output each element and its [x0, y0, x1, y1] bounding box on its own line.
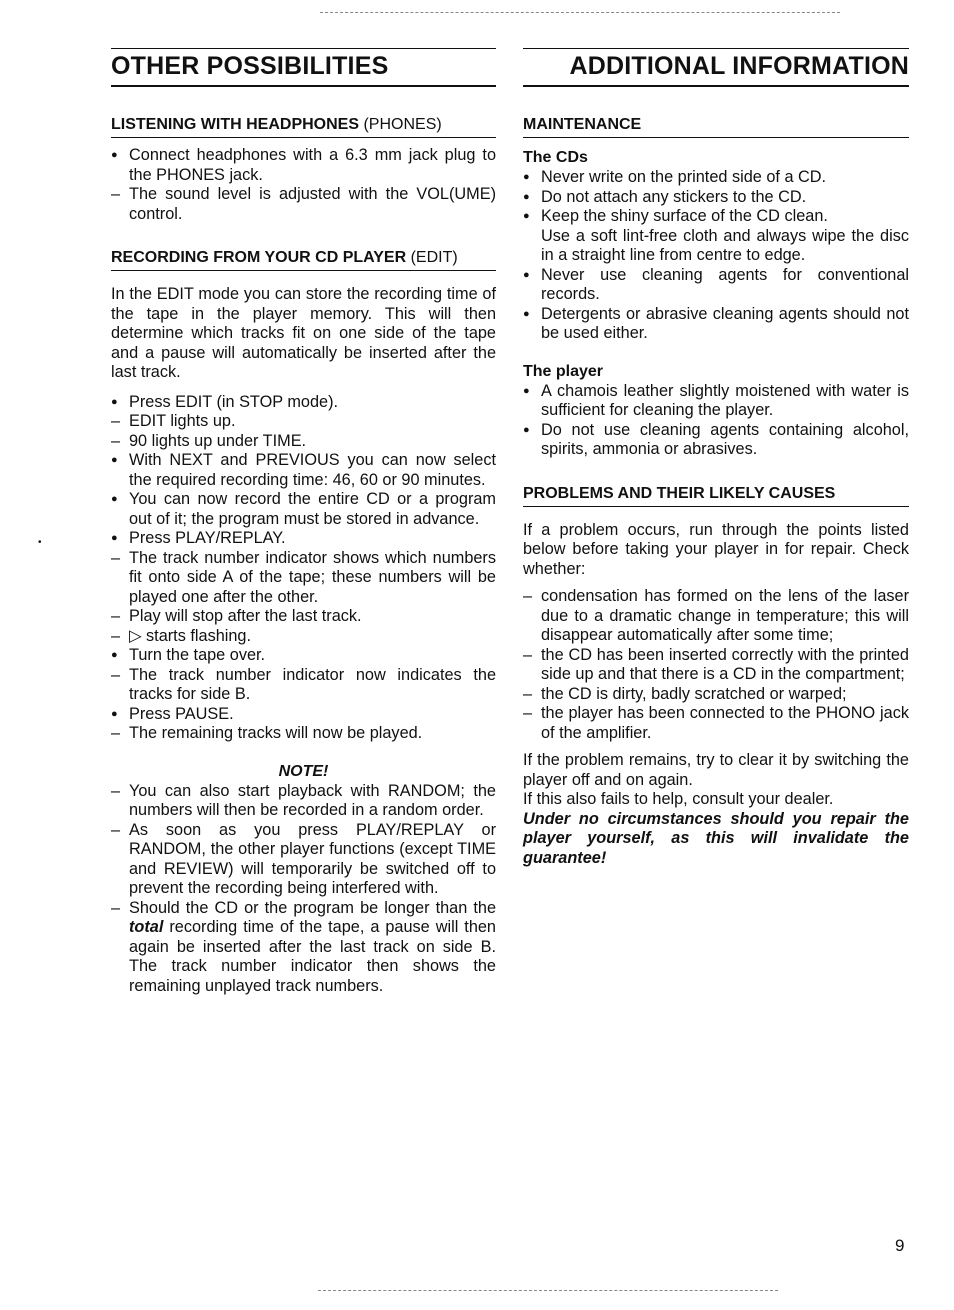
note-item: – You can also start playback with RANDOM; the numbers will then be recorded in a random order. [111, 782, 496, 821]
top-scan-mark [320, 12, 840, 13]
problems-remains: If the problem remains, try to clear it by switching the player off and on again. [523, 751, 909, 789]
list-item: ● Press PAUSE. [111, 705, 496, 725]
left-column [111, 48, 496, 996]
list-item: ● Never use cleaning agents for conventional records. [523, 266, 909, 305]
list-item: ● You can now record the entire CD or a program out of it; the program must be stored in advance. [111, 490, 496, 529]
heading-problems: PROBLEMS AND THEIR LIKELY CAUSES [523, 484, 909, 507]
list-item: ● Detergents or abrasive cleaning agents should not be used either. [523, 305, 909, 344]
repair-warning: Under no circumstances should you repair the player yourself, as this will invalidate the guarantee! [523, 809, 909, 867]
section-title-additional-information: ADDITIONAL INFORMATION [523, 48, 909, 87]
list-item: ● Do not use cleaning agents containing alcohol, spirits, ammonia or abrasives. [523, 421, 909, 460]
list-item: ● Do not attach any stickers to the CD. [523, 188, 909, 208]
heading-headphones-text: LISTENING WITH HEADPHONES [111, 116, 360, 133]
list-item: – condensation has formed on the lens of the laser due to a dramatic change in temperature; this will disappear automatically after some time; [523, 587, 909, 646]
section-title-other-possibilities: OTHER POSSIBILITIES [111, 48, 496, 87]
heading-recording [111, 248, 496, 271]
recording-intro: In the EDIT mode you can store the recording time of the tape in the player memory. This will then determine which tracks fit on one side of the tape and a pause will automatically be inserted after the last track. [111, 285, 496, 381]
list-item: – 90 lights up under TIME. [111, 432, 496, 452]
list-item: ● Turn the tape over. [111, 646, 496, 666]
problems-intro: If a problem occurs, run through the points listed below before taking your player in for repair. Check whether: [523, 520, 909, 578]
list-item: – The track number indicator now indicates the tracks for side B. [111, 666, 496, 705]
list-item: – the player has been connected to the PHONO jack of the amplifier. [523, 704, 909, 743]
headphones-list [111, 146, 496, 224]
heading-maintenance: MAINTENANCE [523, 115, 909, 138]
list-item: ● Connect headphones with a 6.3 mm jack plug to the PHONES jack. [111, 146, 496, 185]
bottom-scan-mark [318, 1290, 778, 1291]
note-item [111, 899, 496, 997]
list-item: ● Press EDIT (in STOP mode). [111, 393, 496, 413]
list-item: ● With NEXT and PREVIOUS you can now select the required recording time: 46, 60 or 90 minutes. [111, 451, 496, 490]
list-item: ● A chamois leather slightly moistened with water is sufficient for cleaning the player. [523, 382, 909, 421]
player-list [523, 382, 909, 460]
list-item: Use a soft lint-free cloth and always wipe the disc in a straight line from centre to edge. [541, 226, 909, 264]
list-item: ● Never write on the printed side of a CD. [523, 168, 909, 188]
note-item: – As soon as you press PLAY/REPLAY or RANDOM, the other player functions (except TIME and REVIEW) will temporarily be switched off to prevent the recording being interfered with. [111, 821, 496, 899]
page-number: 9 [895, 1236, 905, 1255]
list-item: – Play will stop after the last track. [111, 607, 496, 627]
list-item: – EDIT lights up. [111, 412, 496, 432]
recording-steps-list [111, 393, 496, 744]
note-title: NOTE! [278, 762, 329, 780]
subheading-player: The player [523, 362, 604, 380]
list-item: – ▷ starts flashing. [111, 627, 496, 647]
list-item: – The sound level is adjusted with the VOL(UME) control. [111, 185, 496, 224]
heading-recording-extra: (EDIT) [410, 249, 458, 266]
subheading-cds: The CDs [523, 149, 588, 166]
list-item: ● Press PLAY/REPLAY. [111, 529, 496, 549]
problems-list [523, 587, 909, 743]
list-item: – the CD has been inserted correctly with the printed side up and that there is a CD in the compartment; [523, 646, 909, 685]
stray-dot: • [38, 537, 42, 548]
problems-dealer: If this also fails to help, consult your dealer. [523, 790, 834, 808]
heading-recording-text: RECORDING FROM YOUR CD PLAYER [111, 249, 407, 266]
cds-list [523, 168, 909, 344]
right-column [523, 48, 909, 868]
list-item: – the CD is dirty, badly scratched or warped; [523, 685, 909, 705]
list-item: ● Keep the shiny surface of the CD clean. [523, 207, 909, 227]
list-item: – The track number indicator shows which numbers fit onto side A of the tape; these numbers will be played one after the other. [111, 549, 496, 608]
note3-text-a: Should the CD or the program be longer than the [129, 898, 496, 917]
heading-headphones-extra: (PHONES) [363, 116, 442, 133]
list-item: – The remaining tracks will now be played. [111, 724, 496, 744]
heading-headphones [111, 115, 496, 138]
note-list [111, 782, 496, 997]
note3-emphasis: total [129, 918, 164, 936]
note3-text-b: recording time of the tape, a pause will then again be inserted after the last track on side B. The track number indicator then shows the remaining unplayed track numbers. [129, 918, 496, 995]
